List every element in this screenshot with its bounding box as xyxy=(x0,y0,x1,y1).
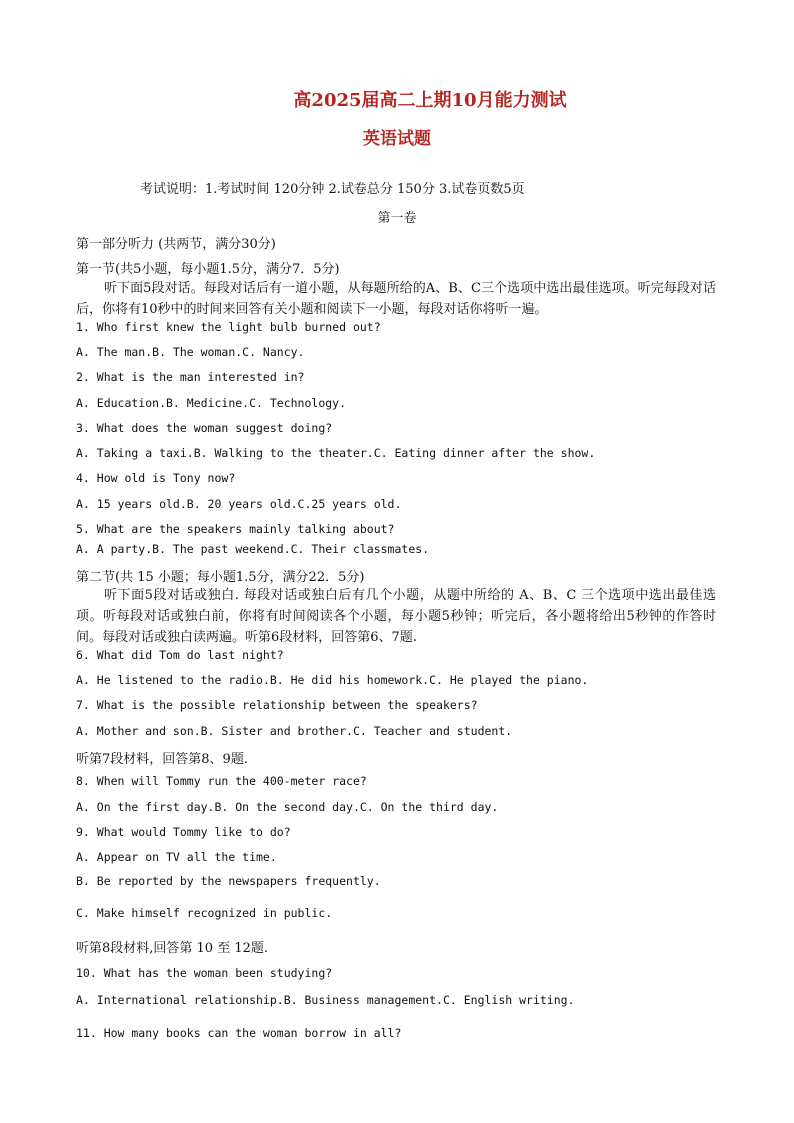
part1-heading: 第一部分听力 (共两节，满分30分) xyxy=(76,237,276,252)
question-11: 11. How many books can the woman borrow in all? xyxy=(76,1026,402,1040)
question-5: 5. What are the speakers mainly talking about? xyxy=(76,522,395,536)
question-8: 8. When will Tommy run the 400-meter race? xyxy=(76,774,367,788)
question-5-options: A. A party.B. The past weekend.C. Their classmates. xyxy=(76,542,430,556)
question-3: 3. What does the woman suggest doing? xyxy=(76,421,333,435)
question-9-option-a: A. Appear on TV all the time. xyxy=(76,850,277,864)
section2-instructions: 听下面5段对话或独白. 每段对话或独白后有几个小题，从题中所给的 A、B、C 三个选项中选出最佳选项。听每段对话或独白前，你将有时间阅读各个小题，每小题5秒钟；听完后，各小题将给出5秒钟的作答时间。每段对话或独白读两遍。听第6段材料，回答第6、7题. xyxy=(76,588,716,645)
question-1-options: A. The man.B. The woman.C. Nancy. xyxy=(76,345,305,359)
question-8-options: A. On the first day.B. On the second day.C. On the third day. xyxy=(76,800,499,814)
question-9-option-b: B. Be reported by the newspapers frequently. xyxy=(76,874,381,888)
question-7: 7. What is the possible relationship between the speakers? xyxy=(76,698,478,712)
exam-subtitle: 英语试题 xyxy=(363,129,431,149)
question-7-options: A. Mother and son.B. Sister and brother.C. Teacher and student. xyxy=(76,724,513,738)
exam-instructions: 考试说明：1.考试时间 120分钟 2.试卷总分 150分 3.试卷页数5页 xyxy=(140,182,525,197)
question-10-options: A. International relationship.B. Business management.C. English writing. xyxy=(76,993,575,1007)
question-9: 9. What would Tommy like to do? xyxy=(76,825,291,839)
question-6-options: A. He listened to the radio.B. He did his homework.C. He played the piano. xyxy=(76,673,589,687)
question-9-option-c: C. Make himself recognized in public. xyxy=(76,906,333,920)
section1-instructions: 听下面5段对话。每段对话后有一道小题，从每题所给的A、B、C三个选项中选出最佳选项。听完每段对话后，你将有10秒中的时间来回答有关小题和阅读下一小题，每段对话你将听一遍。 xyxy=(76,281,716,317)
volume-title: 第一卷 xyxy=(377,211,417,226)
question-4: 4. How old is Tony now? xyxy=(76,471,236,485)
section2-heading: 第二节(共 15 小题；每小题1.5分，满分22．5分) xyxy=(76,570,365,585)
question-3-options: A. Taking a taxi.B. Walking to the theater.C. Eating dinner after the show. xyxy=(76,446,596,460)
question-4-options: A. 15 years old.B. 20 years old.C.25 years old. xyxy=(76,497,402,511)
material-8-note: 听第8段材料,回答第 10 至 12题. xyxy=(76,941,269,956)
section1-heading: 第一节(共5小题，每小题1.5分，满分7．5分) xyxy=(76,262,340,277)
question-6: 6. What did Tom do last night? xyxy=(76,648,284,662)
question-1: 1. Who first knew the light bulb burned out? xyxy=(76,320,381,334)
question-2-options: A. Education.B. Medicine.C. Technology. xyxy=(76,396,347,410)
question-10: 10. What has the woman been studying? xyxy=(76,966,333,980)
material-7-note: 听第7段材料，回答第8、9题. xyxy=(76,752,248,767)
exam-title: 高2025届高二上期10月能力测试 xyxy=(293,90,567,111)
question-2: 2. What is the man interested in? xyxy=(76,370,305,384)
